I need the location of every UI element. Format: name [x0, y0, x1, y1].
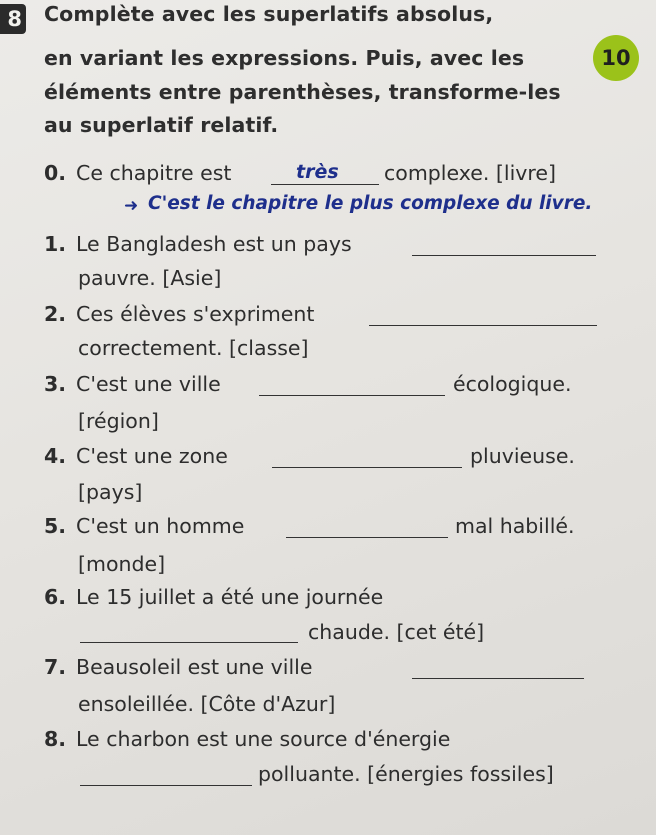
item-8-blank[interactable] [80, 785, 252, 786]
item-6-number: 6. [44, 585, 67, 609]
item-1-line2: pauvre. [Asie] [78, 266, 222, 290]
item-2-number: 2. [44, 302, 67, 326]
arrow-icon: ➜ [124, 196, 139, 216]
example-text-before: Ce chapitre est [76, 161, 232, 185]
item-8-line2: polluante. [énergies fossiles] [258, 762, 554, 786]
item-5-blank[interactable] [286, 537, 448, 538]
instruction-line-3: éléments entre parenthèses, transforme-les [44, 80, 561, 104]
example-text-after: complexe. [livre] [384, 161, 556, 185]
item-7-number: 7. [44, 655, 67, 679]
item-5-text-after: mal habillé. [455, 514, 575, 538]
item-4-line2: [pays] [78, 480, 143, 504]
item-2-blank[interactable] [369, 325, 597, 326]
instruction-line-1: Complète avec les superlatifs absolus, [44, 2, 494, 26]
item-1-text: Le Bangladesh est un pays [76, 232, 352, 256]
instruction-line-4: au superlatif relatif. [44, 113, 279, 137]
item-4-text: C'est une zone [76, 444, 228, 468]
item-2-text: Ces élèves s'expriment [76, 302, 315, 326]
item-1-blank[interactable] [412, 255, 596, 256]
item-3-text-after: écologique. [453, 372, 572, 396]
exercise-number: 8 [0, 4, 26, 34]
item-1-number: 1. [44, 232, 67, 256]
example-blank[interactable] [271, 184, 379, 185]
item-6-blank[interactable] [80, 642, 298, 643]
example-filled-word: très [296, 161, 339, 183]
instruction-line-2: en variant les expressions. Puis, avec les [44, 46, 525, 70]
item-4-text-after: pluvieuse. [470, 444, 575, 468]
example-answer: C'est le chapitre le plus complexe du livre. [148, 193, 593, 214]
score-badge: 10 [593, 35, 639, 81]
item-7-blank[interactable] [412, 678, 584, 679]
item-6-text: Le 15 juillet a été une journée [76, 585, 384, 609]
item-5-line2: [monde] [78, 552, 166, 576]
item-5-text: C'est un homme [76, 514, 245, 538]
item-8-number: 8. [44, 727, 67, 751]
item-8-text: Le charbon est une source d'énergie [76, 727, 451, 751]
example-number: 0. [44, 161, 67, 185]
item-3-number: 3. [44, 372, 67, 396]
item-4-blank[interactable] [272, 467, 462, 468]
item-3-line2: [région] [78, 409, 159, 433]
item-7-line2: ensoleillée. [Côte d'Azur] [78, 692, 336, 716]
item-2-line2: correctement. [classe] [78, 336, 309, 360]
item-3-blank[interactable] [259, 395, 445, 396]
item-3-text: C'est une ville [76, 372, 221, 396]
item-4-number: 4. [44, 444, 67, 468]
item-5-number: 5. [44, 514, 67, 538]
item-6-line2: chaude. [cet été] [308, 620, 485, 644]
item-7-text: Beausoleil est une ville [76, 655, 313, 679]
